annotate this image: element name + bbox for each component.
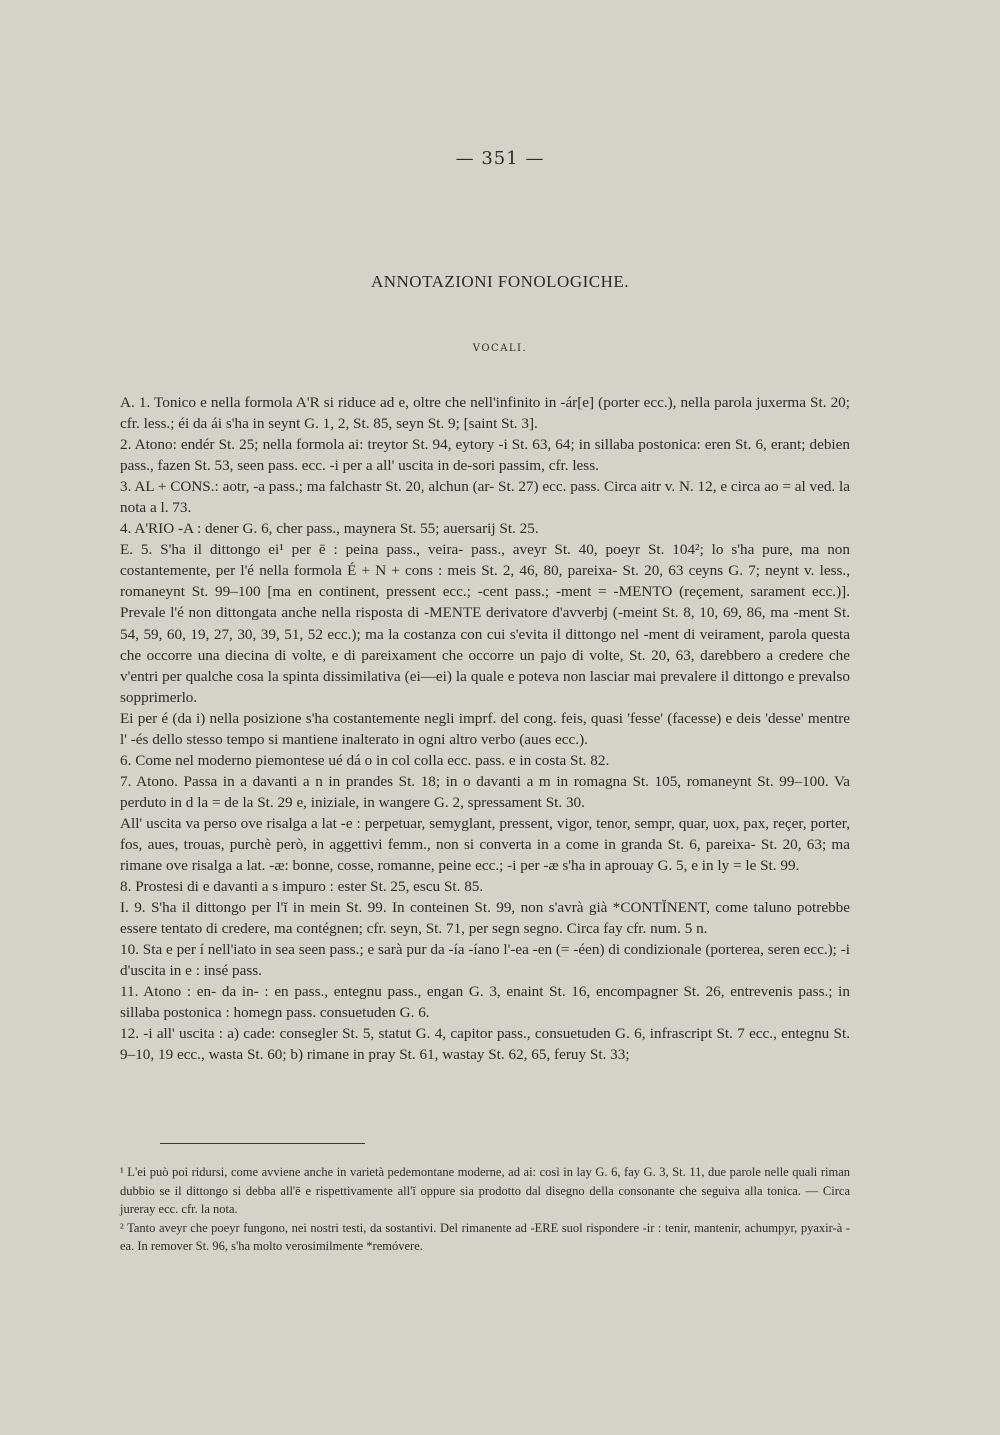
paragraph-a4: 4. A'RIO -A : dener G. 6, cher pass., maynera St. 55; auersarij St. 25. [120, 520, 539, 538]
paragraph-e5-cont: Ei per é (da i) nella posizione s'ha costantemente negli imprf. del cong. feis, quasi 'fesse' (facesse) e deis 'desse' mentre l' -és dello stesso tempo si mantiene inalterato in ogni altro verbo (aues ecc.). [120, 709, 850, 748]
paragraph-e7: 7. Atono. Passa in a davanti a n in prandes St. 18; in o davanti a m in romagna St. 105, romaneynt St. 99–100. Va perduto in d la = de la St. 29 e, iniziale, in wangere G. 2, spressament St. 30. [120, 772, 850, 811]
paragraph-i12: 12. -i all' uscita : a) cade: consegler St. 5, statut G. 4, capitor pass., consuetuden G. 6, infrascript St. 7 ecc., entegnu St. 9–10, 19 ecc., wasta St. 60; b) rimane in pray St. 61, wastay St. 62, 65, feruy St. 33; [120, 1025, 850, 1064]
footnote-2: ² Tanto aveyr che poeyr fungono, nei nostri testi, da sostantivi. Del rimanente ad -ERE suol rispondere -ir : tenir, mantenir, achumpyr, pyaxir-à -ea. In remover St. 96, s'ha molto verosimilmente *remóvere. [120, 1220, 850, 1254]
paragraph-i11: 11. Atono : en- da in- : en pass., entegnu pass., engan G. 3, enaint St. 16, encompagner St. 26, entrevenis pass.; in sillaba postonica : homegn pass. consuetuden G. 6. [120, 983, 850, 1022]
paragraph-i9: I. 9. S'ha il dittongo per l'ĭ in mein St. 99. In conteinen St. 99, non s'avrà già *CONTĬNENT, come taluno potrebbe essere tentato di credere, ma contégnen; cfr. seyn, St. 71, per segn segno. Circa fay cfr. num. 5 n. [120, 899, 850, 938]
paragraph-e6: 6. Come nel moderno piemontese ué dá o in col colla ecc. pass. e in costa St. 82. [120, 751, 610, 769]
footnote-divider [160, 1143, 365, 1144]
paragraph-e8: 8. Prostesi di e davanti a s impuro : ester St. 25, escu St. 85. [120, 878, 484, 896]
paragraph-e7-cont: All' uscita va perso ove risalga a lat -e : perpetuar, semyglant, pressent, vigor, tenor, sempr, quar, uox, pax, reçer, porter, fos, aues, trouas, purchè però, in aggettivi femm., non si converta in a come in granda St. 6, pareixa- St. 20, 63; ma rimane ove risalga a lat. -æ: bonne, cosse, romanne, peine ecc.; -i per -æ s'ha in aprouay G. 5, e in ly = le St. 99. [120, 814, 850, 875]
footnote-1: ¹ L'ei può poi ridursi, come avviene anche in varietà pedemontane moderne, ad ai: così in lay G. 6, fay G. 3, St. 11, due parole nelle quali riman dubbio se il dittongo si debba all'ē e rispettivamente all'ĭ oppure sia prodotto dal disegno della consonante che seguiva alla tonica. — Circa jureray ecc. cfr. la nota. [120, 1165, 850, 1217]
section-title: ANNOTAZIONI FONOLOGICHE. [370, 272, 630, 291]
body-text [120, 392, 850, 1066]
paragraph-i10: 10. Sta e per í nell'iato in sea seen pass.; e sarà pur da -ía -íano l'-ea -en (= -éen) di condizionale (porterea, seren ecc.); -i d'uscita in e : insé pass. [120, 941, 850, 980]
paragraph-a3: 3. AL + CONS.: aotr, -a pass.; ma falchastr St. 20, alchun (ar- St. 27) ecc. pass. Circa aitr v. N. 12, e circa ao = al ved. la nota a l. 73. [120, 478, 850, 517]
paragraph-a2: 2. Atono: endér St. 25; nella formola ai: treytor St. 94, eytory -i St. 63, 64; in sillaba postonica: eren St. 6, erant; debien pass., fazen St. 53, seen pass. ecc. -i per a all' uscita in de-sori passim, cfr. less. [120, 436, 850, 475]
page-number: — 351 — [455, 148, 545, 169]
paragraph-a1: A. 1. Tonico e nella formola A'R si riduce ad e, oltre che nell'infinito in -ár[e] (porter ecc.), nella parola juxerma St. 20; cfr. less.; éi da ái s'ha in seynt G. 1, 2, St. 85, seyn St. 9; [saint St. 3]. [120, 394, 850, 433]
paragraph-e5: E. 5. S'ha il dittongo ei¹ per ē : peina pass., veira- pass., aveyr St. 40, poeyr St. 104²; lo s'ha pure, ma non costantemente, per l'é nella formola É + N + cons : meis St. 2, 46, 80, pareixa- St. 20, 63 ceyns G. 7; neynt v. less., romaneynt St. 99–100 [ma en continent, pressent ecc.; -cent pass.; -ment = -MENTO (reçement, sarament ecc.)]. Prevale l'é non dittongata anche nella risposta di -MENTE derivatore d'avverbj (-meint St. 8, 10, 69, 86, ma -ment St. 54, 59, 60, 19, 27, 30, 39, 51, 52 ecc.); ma la costanza con cui s'evita il dittongo nel -ment di veirament, parola questa che occorre una diecina di volte, e di pareixament che occorre un pajo di volte, St. 20, 63, darebbero a credere che v'entri per qualche cosa la spinta dissimilativa (ei—ei) la quale e poteva non lasciar mai prevalere il dittongo e prevalso sopprimerlo. [120, 541, 850, 706]
footnotes [120, 1163, 850, 1256]
section-subtitle: VOCALI. [472, 343, 528, 354]
